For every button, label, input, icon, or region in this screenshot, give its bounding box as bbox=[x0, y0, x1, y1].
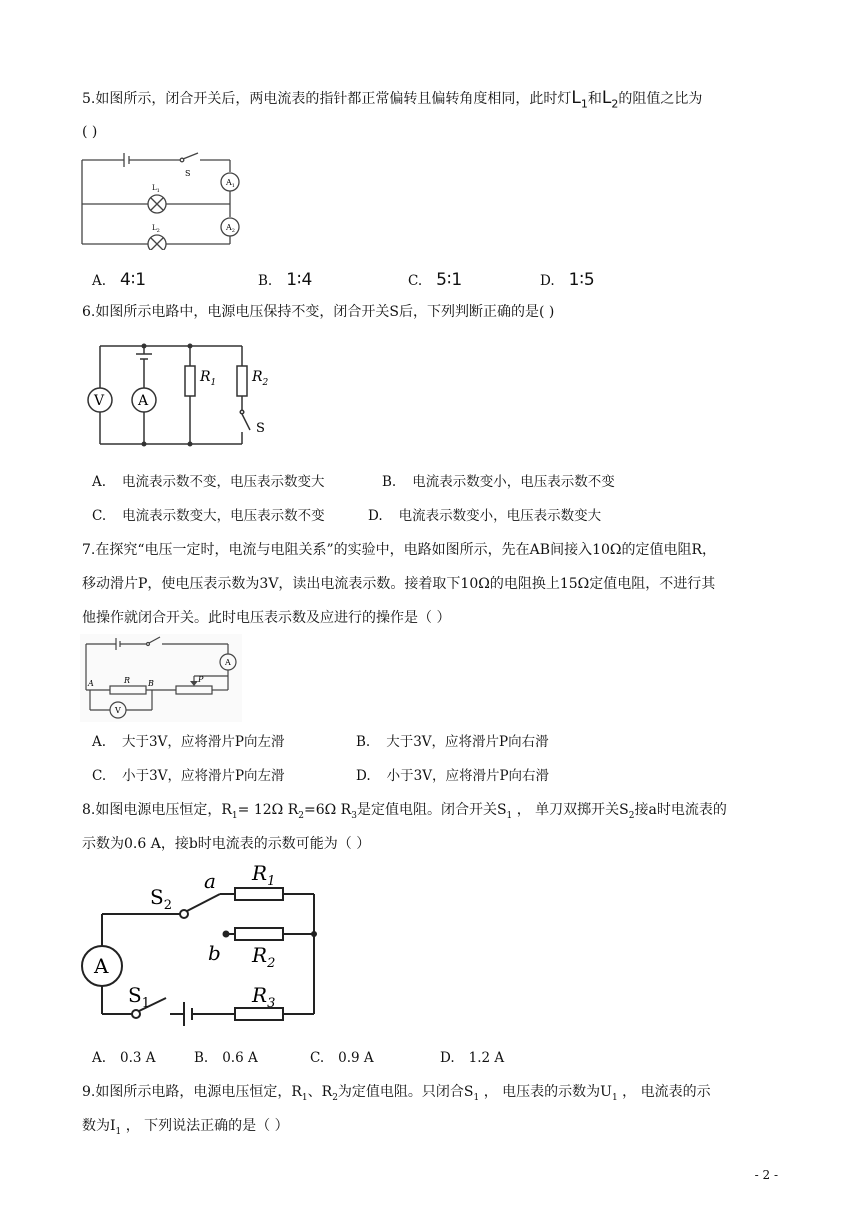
q6-R2-label: $R_2$ bbox=[252, 369, 269, 388]
q5-L1-label: $L_1$ bbox=[152, 184, 160, 194]
q5-L1: $L_1$ bbox=[571, 88, 588, 111]
q8-S2-label: $S_2$ bbox=[150, 885, 172, 913]
q8-a-label: a bbox=[204, 869, 216, 893]
q6-option-d: D. 电流表示数变小，电压表示数变大 bbox=[368, 508, 602, 524]
q8-circuit-diagram bbox=[80, 858, 330, 1028]
q7-stem-line1: 7.在探究“电压一定时，电流与电阻关系”的实验中，电路如图所示，先在AB间接入10Ω的定值电阻R， bbox=[82, 542, 717, 558]
q5-L2: $L_2$ bbox=[601, 88, 619, 111]
q9-stem-line2: 数为$I_1$ ， 下列说法正确的是（ ） bbox=[82, 1118, 289, 1137]
q9-stem-line1: 9.如图所示电路，电源电压恒定，$R_1$、$R_2$为定值电阻。只闭合$S_1$ ， 电压表的示数为$U_1$ ， 电流表的示 bbox=[82, 1084, 711, 1103]
q8-S1-label: $S_1$ bbox=[128, 983, 150, 1011]
q7-option-d: D. 小于3V，应将滑片P向右滑 bbox=[356, 768, 550, 784]
q8-option-c: C. 0.9 A bbox=[310, 1050, 374, 1066]
q6-option-c: C. 电流表示数变大，电压表示数不变 bbox=[92, 508, 325, 524]
q5-circuit-diagram bbox=[80, 150, 250, 250]
q7-P-label: P bbox=[198, 675, 204, 684]
q8-ammeter-label: A bbox=[94, 954, 109, 978]
q5-option-d: D. 1∶5 bbox=[540, 270, 595, 290]
q5-option-a: A. 4∶1 bbox=[92, 270, 147, 290]
q7-stem-line2: 移动滑片P，使电压表示数为3V，读出电流表示数。接着取下10Ω的电阻换上15Ω定值电阻，不进行其 bbox=[82, 576, 716, 592]
q7-point-B: B bbox=[148, 679, 154, 688]
q6-ammeter-label: A bbox=[138, 393, 149, 409]
q5-stem: 5.如图所示，闭合开关后，两电流表的指针都正常偏转且偏转角度相同，此时灯$L_1$和$L_2$的阻值之比为 bbox=[82, 88, 703, 111]
q8-b-label: b bbox=[208, 941, 221, 965]
q7-circuit-diagram bbox=[80, 634, 242, 722]
q5-A1-label: $A_1$ bbox=[226, 178, 235, 189]
q7-R-label: R bbox=[124, 676, 131, 685]
q8-R1-label: $R_1$ bbox=[252, 861, 276, 889]
q7-ammeter-label: A bbox=[225, 658, 231, 667]
q6-switch-label: S bbox=[256, 421, 265, 436]
q5-switch-label: S bbox=[185, 169, 191, 178]
q8-stem-line1: 8.如图电源电压恒定，$R_1= 12\Omega$ $R_2=6\Omega$ $R_3$是定值电阻。闭合开关$S_1$ ， 单刀双掷开关$S_2$接a时电流表的 bbox=[82, 802, 727, 821]
q7-option-c: C. 小于3V，应将滑片P向左滑 bbox=[92, 768, 285, 784]
q8-option-b: B. 0.6 A bbox=[194, 1050, 258, 1066]
q5-option-b: B. 1∶4 bbox=[258, 270, 313, 290]
q6-circuit-diagram bbox=[82, 336, 282, 451]
q8-stem-line2: 示数为0.6 A，接b时电流表的示数可能为（ ） bbox=[82, 836, 371, 852]
q8-R2-label: $R_2$ bbox=[252, 943, 276, 971]
q6-option-b: B. 电流表示数变小，电压表示数不变 bbox=[382, 474, 615, 490]
q5-answer-paren: ( ) bbox=[82, 124, 98, 140]
q6-voltmeter-label: V bbox=[94, 393, 105, 409]
q8-option-d: D. 1.2 A bbox=[440, 1050, 505, 1066]
page-number: - 2 - bbox=[754, 1168, 778, 1182]
q7-point-A: A bbox=[88, 679, 94, 688]
q7-option-b: B. 大于3V，应将滑片P向右滑 bbox=[356, 734, 549, 750]
q6-stem: 6.如图所示电路中，电源电压保持不变，闭合开关S后，下列判断正确的是( ) bbox=[82, 304, 555, 320]
q7-voltmeter-label: V bbox=[115, 706, 121, 715]
q8-option-a: A. 0.3 A bbox=[92, 1050, 156, 1066]
q6-R1-label: $R_1$ bbox=[200, 369, 217, 388]
q8-R3-label: $R_3$ bbox=[252, 983, 276, 1011]
q6-option-a: A. 电流表示数不变，电压表示数变大 bbox=[92, 474, 325, 490]
q7-option-a: A. 大于3V，应将滑片P向左滑 bbox=[92, 734, 285, 750]
q7-stem-line3: 他操作就闭合开关。此时电压表示数及应进行的操作是（ ） bbox=[82, 610, 451, 626]
q5-option-c: C. 5∶1 bbox=[408, 270, 463, 290]
q5-L2-label: $L_2$ bbox=[152, 224, 160, 234]
q5-A2-label: $A_2$ bbox=[226, 223, 235, 234]
